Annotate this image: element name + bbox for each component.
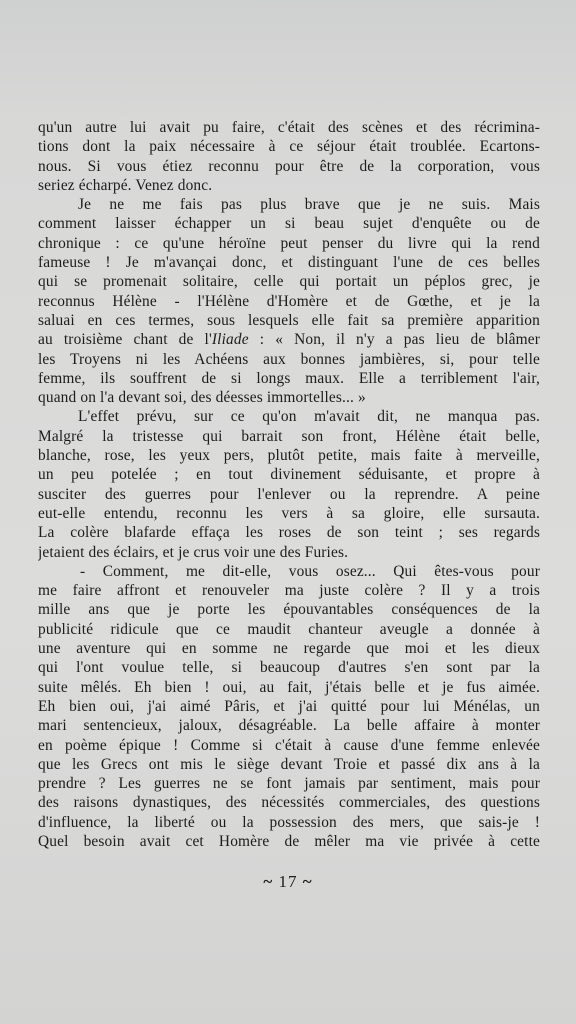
text-line: blanche, rose, les yeux pers, plutôt petite, mais faite à merveille, <box>38 447 540 465</box>
text-line: chronique : ce qu'une héroïne peut penser du livre qui la rend <box>38 234 540 252</box>
text-line: qui se promenait solitaire, celle qui portait un péplos grec, je <box>38 273 540 291</box>
text-line: - Comment, me dit-elle, vous osez... Qui êtes-vous pour <box>80 562 540 580</box>
text-line: tions dont la paix nécessaire à ce séjour était troublée. Ecartons- <box>38 138 540 156</box>
text-line: saluai en ces termes, sous lesquels elle fait sa première apparition <box>38 311 540 329</box>
text-line: Je ne me fais pas plus brave que je ne suis. Mais <box>78 196 540 214</box>
text-line: susciter des guerres pour l'enlever ou la reprendre. A peine <box>38 485 540 503</box>
text-line: suite mêlés. Eh bien ! oui, au fait, j'étais belle et je fus aimée. <box>38 678 540 696</box>
text-line: quand on l'a devant soi, des déesses immortelles... » <box>38 389 366 407</box>
text-line: un peu potelée ; en tout divinement séduisante, et propre à <box>38 466 540 484</box>
text-line: en poème épique ! Comme si c'était à cause d'une femme enlevée <box>38 736 540 754</box>
text-line: Eh bien oui, j'ai aimé Pâris, et j'ai quitté pour lui Ménélas, un <box>38 697 540 715</box>
book-title: Iliade <box>211 331 249 349</box>
page-number <box>0 872 576 892</box>
text-line: eut-elle entendu, reconnu les vers à sa gloire, elle sursauta. <box>38 504 540 522</box>
folio-left-ornament: ~ <box>263 872 274 891</box>
text-line: mille ans que je porte les épouvantables conséquences de la <box>38 601 540 619</box>
text-line: La colère blafarde effaça les roses de son teint ; ses regards <box>38 524 540 542</box>
text-line: prendre ? Les guerres ne se font jamais par sentiment, mais pour <box>38 775 540 793</box>
text-line: qui l'ont voulue telle, si beaucoup d'autres s'en sont par la <box>38 659 540 677</box>
folio-right-ornament: ~ <box>302 872 313 891</box>
text-line: Quel besoin avait cet Homère de mêler ma vie privée à cette <box>38 832 540 850</box>
text-line: publicité ridicule que ce maudit chanteur aveugle a donnée à <box>38 620 540 638</box>
text-line: jetaient des éclairs, et je crus voir une des Furies. <box>38 543 349 561</box>
text-line: fameuse ! Je m'avançai donc, et distinguant l'une de ces belles <box>38 254 540 272</box>
text-line: mari sentencieux, jaloux, désagréable. La belle affaire à monter <box>38 717 540 735</box>
text-line: que les Grecs ont mis le siège devant Troie et passé dix ans à la <box>38 755 540 773</box>
text-line: nous. Si vous étiez reconnu pour être de la corporation, vous <box>38 157 540 175</box>
text-line: les Troyens ni les Achéens aux bonnes jambières, si, pour telle <box>38 350 540 368</box>
text-line: L'effet prévu, sur ce qu'on m'avait dit, ne manqua pas. <box>78 408 540 426</box>
text-line: femme, ils souffrent de si longs maux. Elle a terriblement l'air, <box>38 369 540 387</box>
text-line: seriez écharpé. Venez donc. <box>38 176 213 194</box>
folio-number: 17 <box>278 872 298 891</box>
text-line: comment laisser échapper un si beau sujet d'enquête ou de <box>38 215 540 233</box>
text-line: qu'un autre lui avait pu faire, c'était des scènes et des récrimina- <box>38 119 540 136</box>
text-line: me faire affront et renouveler ma juste colère ? Il y a trois <box>38 582 540 600</box>
page-text <box>38 118 540 851</box>
text-line: d'influence, la liberté ou la possession des mers, que sais-je ! <box>38 813 540 831</box>
text-line: Malgré la tristesse qui barrait son front, Hélène était belle, <box>38 427 540 445</box>
text-line: des raisons dynastiques, des nécessités commerciales, des questions <box>38 794 540 812</box>
text-line: reconnus Hélène - l'Hélène d'Homère et de Gœthe, et je la <box>38 292 540 310</box>
text-line: une aventure qui en somme ne regarde que moi et les dieux <box>38 640 540 658</box>
text-line: au troisième chant de l'Iliade : « Non, il n'y a pas lieu de blâmer <box>38 331 540 349</box>
